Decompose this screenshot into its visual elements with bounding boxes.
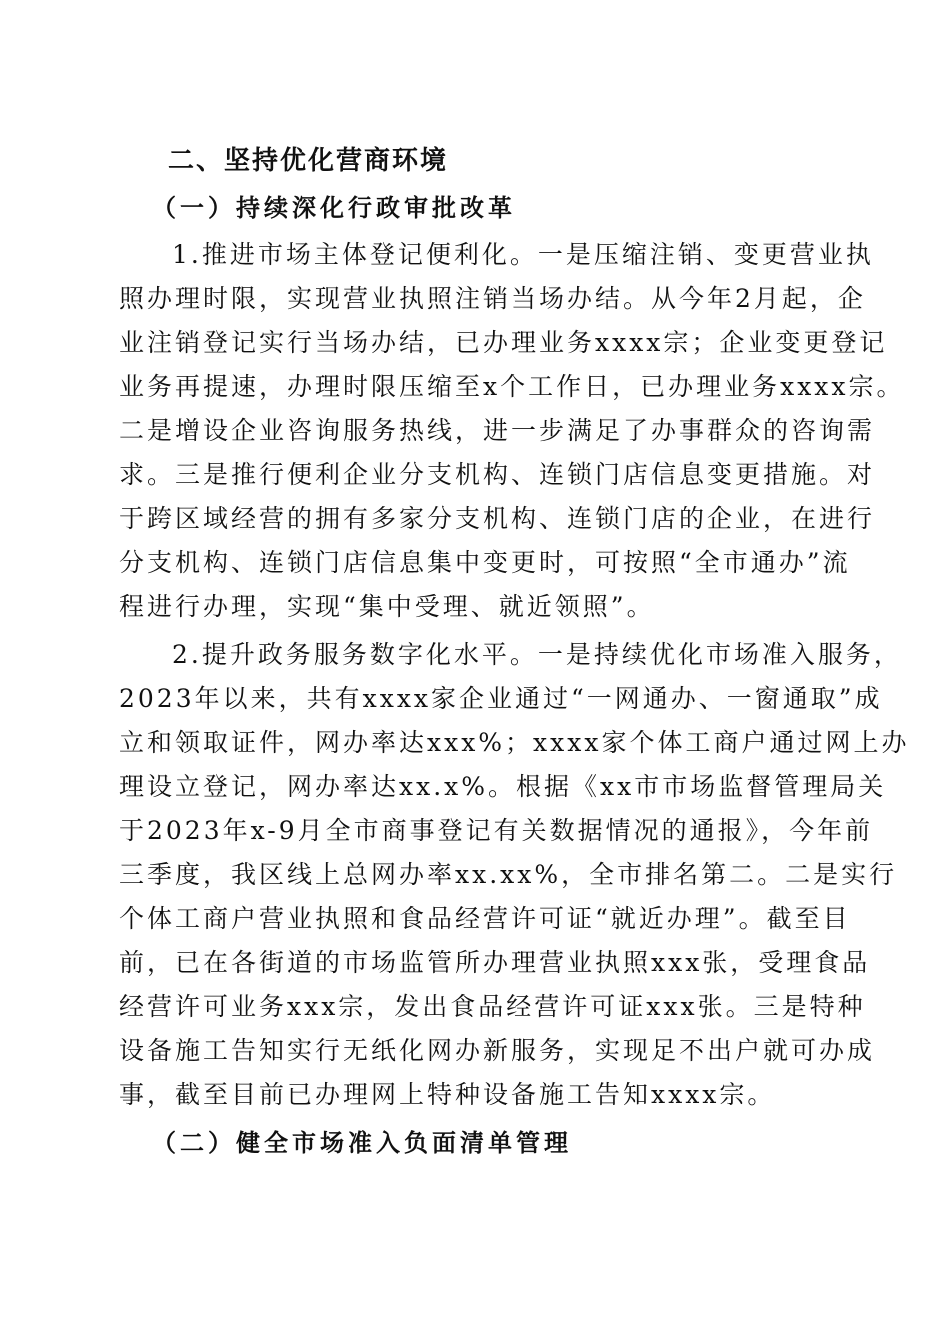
section-1-title: （一）持续深化行政审批改革 (152, 194, 516, 222)
paragraph-2-line: 2.提升政务服务数字化水平。一是持续优化市场准入服务， (172, 640, 902, 669)
paragraph-2-line: 于2023年x-9月全市商事登记有关数据情况的通报》，今年前 (119, 816, 874, 845)
paragraph-1-line: 于跨区域经营的拥有多家分支机构、连锁门店的企业，在进行 (119, 504, 876, 533)
section-2-title: （二）健全市场准入负面清单管理 (152, 1129, 572, 1157)
paragraph-2-line: 立和领取证件，网办率达xxx%；xxxx家个体工商户通过网上办 (119, 728, 910, 757)
paragraph-1-line: 二是增设企业咨询服务热线，进一步满足了办事群众的咨询需 (119, 416, 876, 445)
paragraph-1-line: 业务再提速，办理时限压缩至x个工作日，已办理业务xxxx宗。 (119, 372, 905, 401)
page-heading: 二、坚持优化营商环境 (168, 146, 449, 176)
paragraph-2-line: 前，已在各街道的市场监管所办理营业执照xxx张，受理食品 (119, 948, 871, 977)
paragraph-2-line: 2023年以来，共有xxxx家企业通过“一网通办、一窗通取”成 (119, 684, 883, 713)
paragraph-2-line: 三季度，我区线上总网办率xx.xx%，全市排名第二。二是实行 (119, 860, 898, 889)
paragraph-2-line: 事，截至目前已办理网上特种设备施工告知xxxx宗。 (119, 1080, 776, 1109)
paragraph-1-line: 1.推进市场主体登记便利化。一是压缩注销、变更营业执 (172, 240, 874, 269)
paragraph-1-line: 求。三是推行便利企业分支机构、连锁门店信息变更措施。对 (119, 460, 876, 489)
paragraph-2-line: 经营许可业务xxx宗，发出食品经营许可证xxx张。三是特种 (119, 992, 866, 1021)
paragraph-2-line: 理设立登记，网办率达xx.x%。根据《xx市市场监督管理局关 (119, 772, 887, 801)
paragraph-2-line: 设备施工告知实行无纸化网办新服务，实现足不出户就可办成 (119, 1036, 876, 1065)
paragraph-1-line: 业注销登记实行当场办结，已办理业务xxxx宗；企业变更登记 (119, 328, 888, 357)
paragraph-1-line: 分支机构、连锁门店信息集中变更时，可按照“全市通办”流 (119, 548, 851, 577)
paragraph-1-line: 程进行办理，实现“集中受理、就近领照”。 (119, 592, 655, 621)
paragraph-2-line: 个体工商户营业执照和食品经营许可证“就近办理”。截至目 (119, 904, 851, 933)
paragraph-1-line: 照办理时限，实现营业执照注销当场办结。从今年2月起，企 (119, 284, 866, 313)
